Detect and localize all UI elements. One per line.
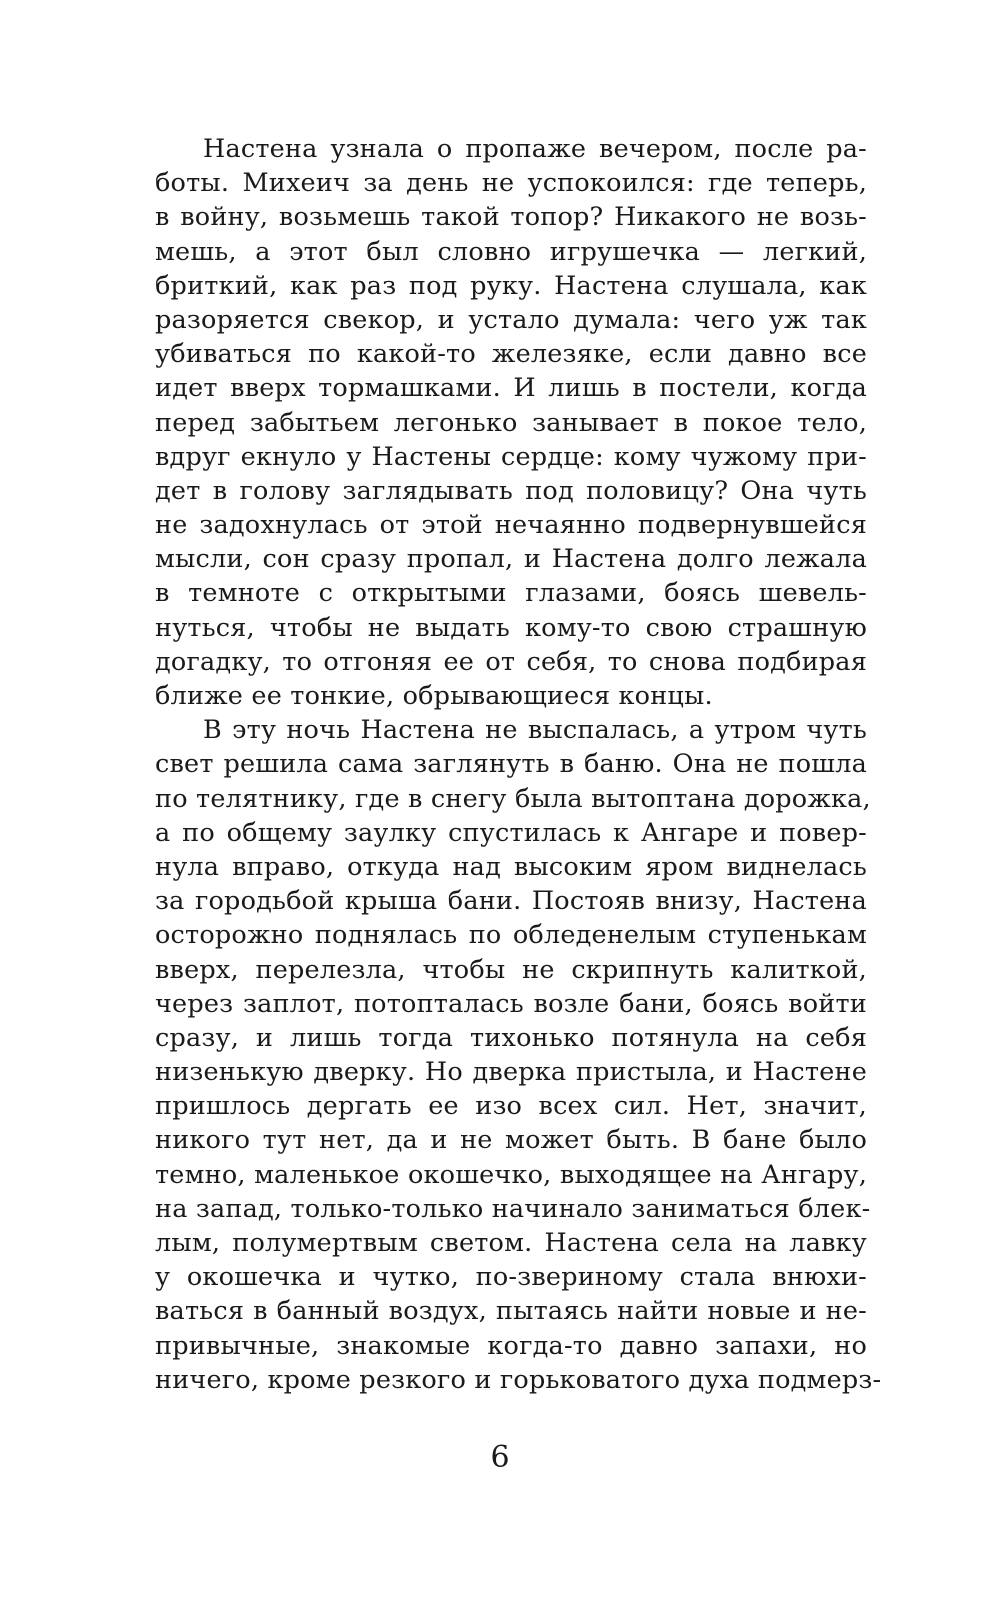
text-line: перед забытьем легонько занывает в покое тело,	[155, 407, 867, 438]
text-line: нуться, чтобы не выдать кому-то свою страшную	[155, 612, 867, 643]
text-line: вверх, перелезла, чтобы не скрипнуть калиткой,	[155, 954, 867, 985]
text-line: лым, полумертвым светом. Настена села на лавку	[155, 1228, 867, 1258]
text-line: разоряется свекор, и устало думала: чего уж так	[155, 304, 867, 335]
text-line: нула вправо, откуда над высоким яром виднелась	[155, 851, 867, 882]
text-line: за городьбой крыша бани. Постояв внизу, Настена	[155, 886, 867, 917]
text-line: дет в голову заглядывать под половицу? Она чуть	[155, 475, 867, 506]
text-line: боты. Михеич за день не успокоился: где теперь,	[155, 168, 867, 199]
text-line: ваться в банный воздух, пытаясь найти новые и не-	[155, 1296, 867, 1327]
text-line: мысли, сон сразу пропал, и Настена долго лежала	[155, 544, 867, 575]
text-line: мешь, а этот был словно игрушечка — легкий,	[155, 236, 867, 267]
page-number: 6	[490, 1440, 510, 1475]
text-line: по телятнику, где в снегу была вытоптана дорожка,	[155, 783, 871, 814]
body-text	[155, 132, 882, 1397]
text-line: ближе ее тонкие, обрывающиеся концы.	[155, 681, 713, 711]
text-line: на запад, только-только начинало заниматься блек-	[155, 1193, 871, 1224]
text-line: бриткий, как раз под руку. Настена слушала, как	[155, 270, 867, 301]
text-line: осторожно поднялась по обледенелым ступенькам	[155, 920, 867, 951]
text-line: пришлось дергать ее изо всех сил. Нет, значит,	[155, 1091, 867, 1122]
text-line: привычные, знакомые когда-то давно запахи, но	[155, 1330, 867, 1361]
text-line: а по общему заулку спустилась к Ангаре и повер-	[155, 817, 867, 848]
text-line: свет решила сама заглянуть в баню. Она не пошла	[155, 749, 867, 780]
text-line: ничего, кроме резкого и горьковатого духа подмерз-	[155, 1364, 882, 1395]
text-line: через заплот, потопталась возле бани, боясь войти	[155, 988, 867, 1019]
text-line: Настена узнала о пропаже вечером, после ра-	[203, 134, 867, 164]
text-line: идет вверх тормашками. И лишь в постели, когда	[155, 373, 867, 404]
text-line: догадку, то отгоняя ее от себя, то снова подбирая	[155, 646, 867, 677]
text-line: убиваться по какой-то железяке, если давно все	[155, 339, 867, 370]
text-line: в темноте с открытыми глазами, боясь шевель-	[155, 578, 867, 609]
paragraph-2	[155, 713, 882, 1397]
text-line: В эту ночь Настена не выспалась, а утром чуть	[203, 715, 867, 746]
text-line: в войну, возьмешь такой топор? Никакого не возь-	[155, 202, 867, 233]
text-line: вдруг екнуло у Настены сердце: кому чужому при-	[155, 441, 867, 472]
text-line: низенькую дверку. Но дверка пристыла, и Настене	[155, 1057, 867, 1088]
text-line: у окошечка и чутко, по-звериному стала внюхи-	[155, 1262, 867, 1293]
paragraph-1	[155, 132, 867, 713]
text-line: сразу, и лишь тогда тихонько потянула на себя	[155, 1022, 867, 1053]
text-line: никого тут нет, да и не может быть. В бане было	[155, 1125, 867, 1156]
text-line: темно, маленькое окошечко, выходящее на Ангару,	[155, 1159, 867, 1190]
text-line: не задохнулась от этой нечаянно подвернувшейся	[155, 510, 867, 541]
